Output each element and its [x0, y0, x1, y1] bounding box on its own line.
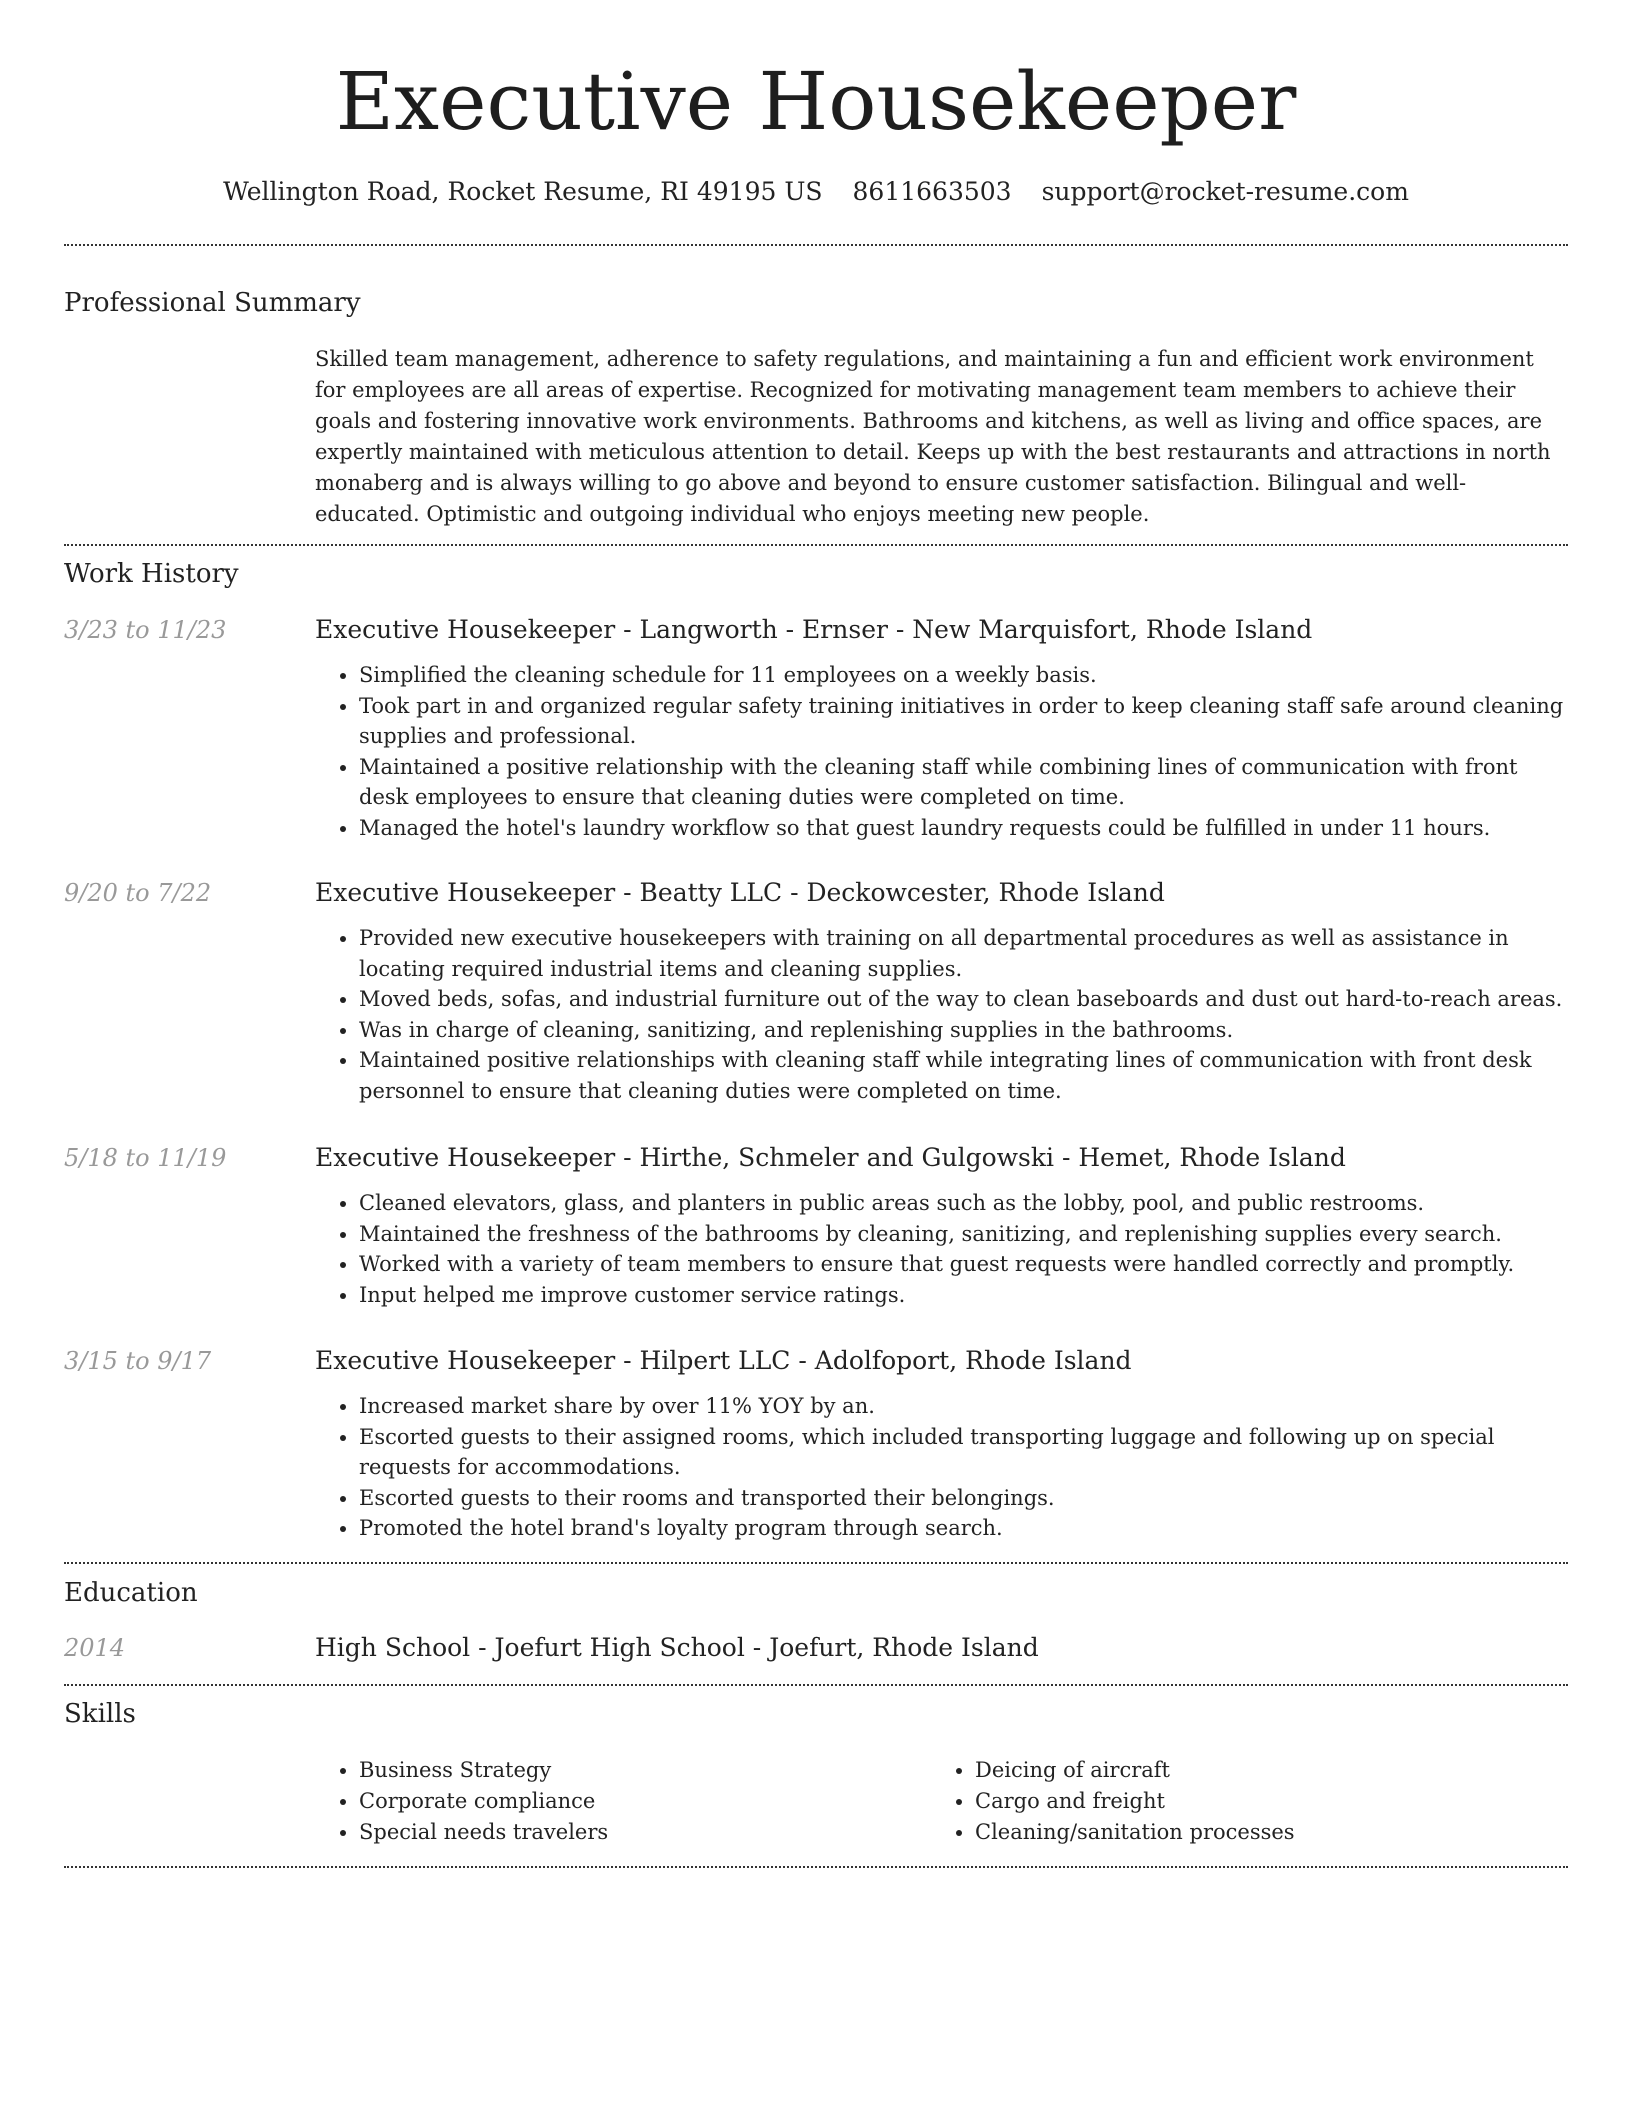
job-entry	[64, 1142, 1568, 1310]
skill-item: • Corporate compliance	[359, 1786, 931, 1817]
job-dates: 9/20 to 7/22	[64, 879, 212, 907]
list-item: • Was in charge of cleaning, sanitizing, and replenishing supplies in the bathrooms.	[359, 1015, 1568, 1046]
skill-item: • Business Strategy	[359, 1755, 931, 1786]
list-item: • Input helped me improve customer service ratings.	[359, 1280, 1568, 1311]
skill-item: • Special needs travelers	[359, 1817, 931, 1848]
list-item: • Took part in and organized regular safety training initiatives in order to keep cleaning staff safe around cleaning supplies and professional.	[359, 691, 1568, 752]
list-item: • Provided new executive housekeepers with training on all departmental procedures as well as assistance in locating required industrial items and cleaning supplies.	[359, 923, 1568, 984]
divider	[64, 544, 1568, 546]
list-item: • Maintained the freshness of the bathrooms by cleaning, sanitizing, and replenishing supplies every search.	[359, 1219, 1568, 1250]
skills-row	[64, 1755, 1568, 1848]
skill-item: • Deicing of aircraft	[975, 1755, 1547, 1786]
list-item: • Maintained a positive relationship with the cleaning staff while combining lines of communication with front desk employees to ensure that cleaning duties were completed on time.	[359, 752, 1568, 813]
section-title-work: Work History	[64, 559, 239, 589]
skill-item: • Cargo and freight	[975, 1786, 1547, 1817]
list-item: • Increased market share by over 11% YOY by an.	[359, 1391, 1568, 1422]
list-item: • Managed the hotel's laundry workflow so that guest laundry requests could be fulfilled in under 11 hours.	[359, 813, 1568, 844]
job-bullets	[315, 660, 1568, 843]
divider	[64, 244, 1568, 246]
job-heading: Executive Housekeeper - Hilpert LLC - Adolfoport, Rhode Island	[315, 1346, 1132, 1375]
job-entry	[64, 614, 1568, 843]
list-item: • Maintained positive relationships with cleaning staff while integrating lines of communication with front desk personnel to ensure that cleaning duties were completed on time.	[359, 1045, 1568, 1106]
summary-text: Skilled team management, adherence to safety regulations, and maintaining a fun and efficient work environment for employees are all areas of expertise. Recognized for motivating management team members to achieve their goals and fostering innovative work environments. Bathrooms and kitchens, as well as living and office spaces, are expertly maintained with meticulous attention to detail. Keeps up with the best restaurants and attractions in north monaberg and is always willing to go above and beyond to ensure customer satisfaction. Bilingual and well-educated. Optimistic and outgoing individual who enjoys meeting new people.	[315, 347, 1551, 526]
job-heading: Executive Housekeeper - Beatty LLC - Deckowcester, Rhode Island	[315, 878, 1165, 907]
contact-line	[64, 176, 1568, 208]
job-dates: 5/18 to 11/19	[64, 1144, 227, 1172]
list-item: • Moved beds, sofas, and industrial furniture out of the way to clean baseboards and dust out hard-to-reach areas.	[359, 984, 1568, 1015]
education-heading: High School - Joefurt High School - Joefurt, Rhode Island	[315, 1632, 1039, 1662]
list-item: • Simplified the cleaning schedule for 11 employees on a weekly basis.	[359, 660, 1568, 691]
contact-phone: 8611663503	[852, 177, 1012, 206]
skills-grid	[315, 1755, 1568, 1848]
summary-row	[64, 344, 1568, 530]
job-dates: 3/15 to 9/17	[64, 1347, 212, 1375]
list-item: • Cleaned elevators, glass, and planters in public areas such as the lobby, pool, and public restrooms.	[359, 1188, 1568, 1219]
skills-list-left	[315, 1755, 931, 1848]
list-item: • Escorted guests to their assigned rooms, which included transporting luggage and following up on special requests for accommodations.	[359, 1422, 1568, 1483]
list-item: • Promoted the hotel brand's loyalty program through search.	[359, 1513, 1568, 1544]
education-entry	[64, 1632, 1568, 1664]
divider	[64, 1684, 1568, 1686]
skills-list-right	[931, 1755, 1547, 1848]
divider	[64, 1866, 1568, 1868]
job-heading: Executive Housekeeper - Langworth - Ernser - New Marquisfort, Rhode Island	[315, 615, 1313, 644]
section-title-summary: Professional Summary	[64, 288, 361, 318]
skills-spacer	[64, 1755, 315, 1848]
job-heading: Executive Housekeeper - Hirthe, Schmeler and Gulgowski - Hemet, Rhode Island	[315, 1143, 1346, 1172]
job-bullets	[315, 1391, 1568, 1544]
job-bullets	[315, 923, 1568, 1106]
section-title-skills: Skills	[64, 1698, 136, 1729]
skill-item: • Cleaning/sanitation processes	[975, 1817, 1547, 1848]
resume-page	[64, 0, 1568, 1868]
job-bullets	[315, 1188, 1568, 1310]
divider	[64, 1562, 1568, 1564]
candidate-name: Executive Housekeeper	[335, 55, 1297, 148]
contact-address: Wellington Road, Rocket Resume, RI 49195 US	[223, 177, 823, 206]
summary-spacer	[64, 344, 315, 530]
job-entry	[64, 1345, 1568, 1544]
section-title-education: Education	[64, 1577, 198, 1608]
job-entry	[64, 877, 1568, 1106]
contact-email: support@rocket-resume.com	[1041, 177, 1409, 206]
list-item: • Escorted guests to their rooms and transported their belongings.	[359, 1483, 1568, 1514]
education-year: 2014	[64, 1633, 126, 1662]
list-item: • Worked with a variety of team members to ensure that guest requests were handled correctly and promptly.	[359, 1249, 1568, 1280]
job-dates: 3/23 to 11/23	[64, 616, 227, 644]
